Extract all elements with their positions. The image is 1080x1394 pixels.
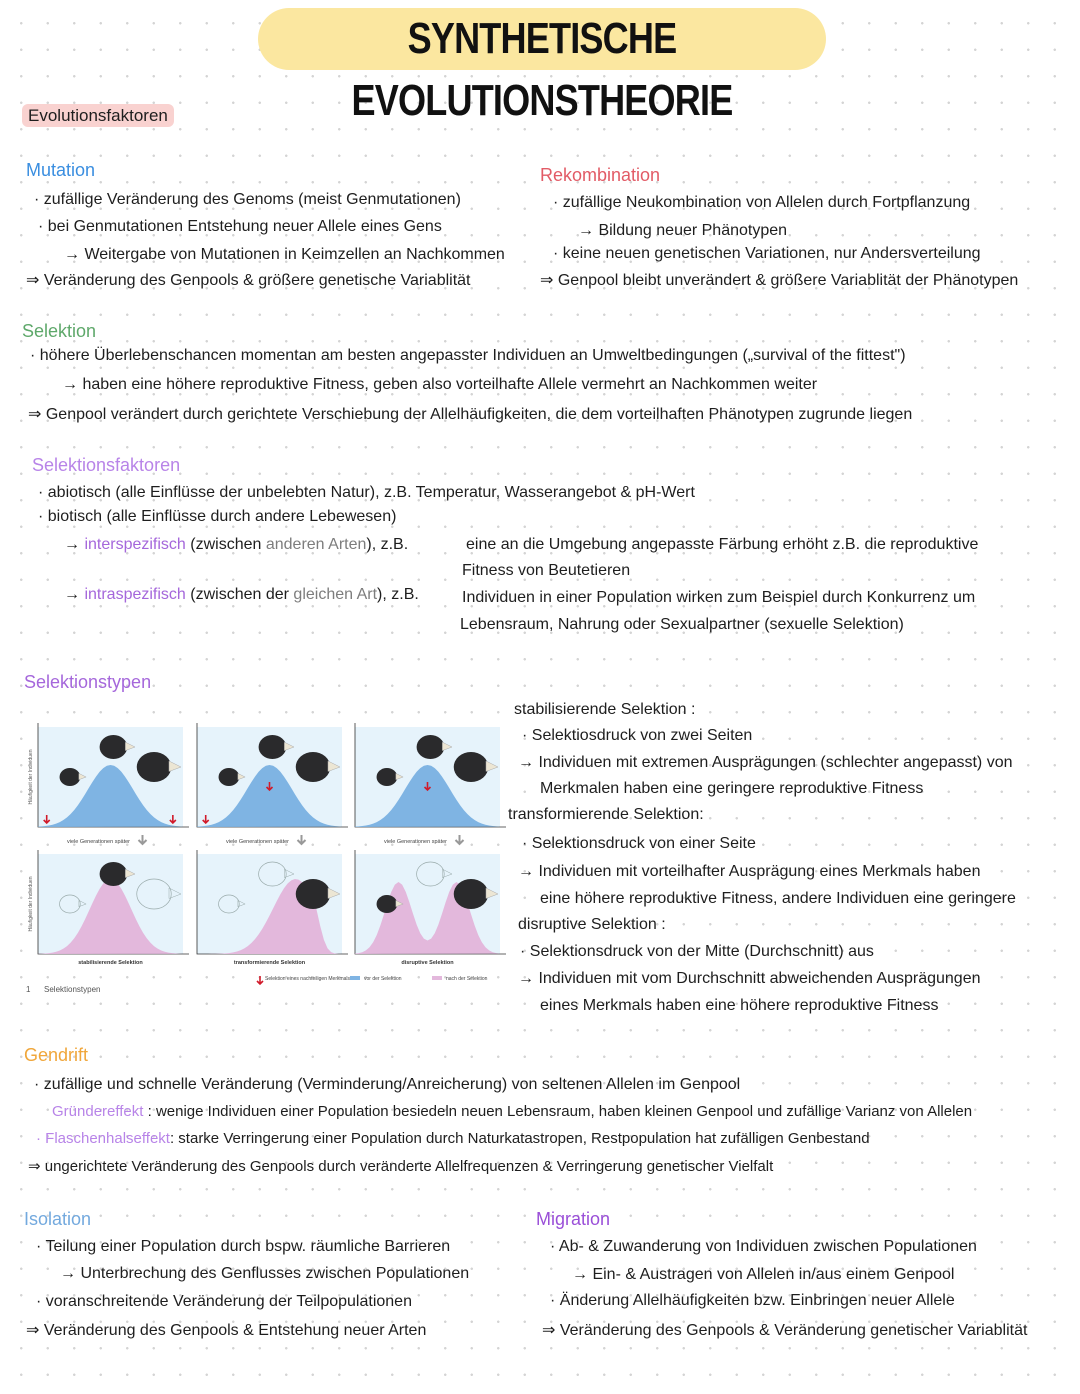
typ-line: · Selektiosdruck von zwei Seiten [522, 727, 753, 744]
isolation-line: ⇒ Veränderung des Genpools & Entstehung neuer Arten [26, 1322, 427, 1339]
finch-icon [100, 735, 128, 759]
later-label: viele Generationen später [226, 839, 289, 845]
text: ), z.B. [377, 586, 419, 603]
intraspezifisch-desc: Lebensraum, Nahrung oder Sexualpartner (sexuelle Selektion) [460, 616, 904, 633]
finch-icon [259, 735, 287, 759]
isolation-heading: Isolation [24, 1209, 92, 1229]
migration-heading: Migration [536, 1209, 611, 1229]
biotisch-line: · biotisch (alle Einflüsse durch andere Lebewesen) [38, 508, 397, 525]
typ-line: stabilisierende Selektion : [514, 701, 696, 718]
finch-icon [137, 752, 172, 782]
typ-line: eines Merkmals haben eine höhere reproduktive Fitness [540, 997, 939, 1014]
legend-before-swatch [350, 976, 360, 980]
rekombination-line: · keine neuen genetischen Variationen, nur Andersverteilung [553, 245, 981, 262]
section-heading-text: Evolutionsfaktoren [22, 104, 174, 127]
flaschenhalseffekt-line [36, 1130, 870, 1147]
legend-before-label: vor der Selektion [364, 976, 402, 982]
term: · Flaschenhalseffekt [36, 1130, 170, 1147]
rekombination-line: · zufällige Neukombination von Allelen durch Fortpflanzung [553, 194, 971, 211]
selektion-line: · höhere Überlebenschancen momentan am besten angepasster Individuen an Umweltbedingungen („survival of the fittest") [30, 347, 906, 364]
selektionstypen-figure [20, 712, 510, 1002]
arrow: → [64, 586, 80, 603]
typ-line: disruptive Selektion : [518, 916, 666, 933]
text: (zwischen der [185, 586, 294, 603]
migration-line: ⇒ Veränderung des Genpools & Veränderung genetischer Variablität [542, 1322, 1028, 1339]
term: intraspezifisch [84, 586, 186, 603]
finch-icon [219, 768, 240, 786]
down-arrow-icon [298, 835, 306, 844]
typ-line: → Individuen mit vorteilhafter Ausprägung eines Merkmals haben [518, 863, 981, 880]
interspezifisch-desc: eine an die Umgebung angepasste Färbung erhöht z.B. die reproduktive [466, 536, 979, 553]
finch-icon [417, 735, 445, 759]
legend-arrow-label: Selektion eines nachteiligen Merkmals [265, 976, 351, 982]
finch-icon [454, 879, 489, 909]
intraspezifisch-line [64, 586, 419, 604]
gendrift-line: · zufällige und schnelle Veränderung (Verminderung/Anreicherung) von seltenen Allelen im Genpool [34, 1076, 741, 1093]
abiotisch-line: · abiotisch (alle Einflüsse der unbelebten Natur), z.B. Temperatur, Wasserangebot & pH-Wert [38, 484, 695, 501]
migration-line: → Ein- & Austragen von Allelen in/aus einem Genpool [572, 1266, 955, 1283]
caption-number: 1 [26, 985, 31, 994]
isolation-line: · Teilung einer Population durch bspw. räumliche Barrieren [36, 1238, 451, 1255]
figure-caption: Selektionstypen [44, 985, 101, 994]
finch-icon [60, 768, 81, 786]
mutation-heading: Mutation [26, 160, 96, 180]
finch-icon [377, 768, 398, 786]
text: (zwischen [185, 536, 266, 553]
selektion-line: ⇒ Genpool verändert durch gerichtete Verschiebung der Allelhäufigkeiten, die dem vorteilhaften Phänotypen zugrunde liegen [28, 406, 913, 423]
typ-line: · Selektionsdruck von der Mitte (Durchschnitt) aus [520, 943, 874, 960]
typ-line: → Individuen mit extremen Ausprägungen (schlechter angepasst) von [518, 754, 1013, 771]
selection-type-label: transformierende Selektion [233, 960, 306, 966]
gendrift-result: ⇒ ungerichtete Veränderung des Genpools durch veränderte Allelfrequenzen & Verringerung genetischer Vielfalt [28, 1158, 774, 1175]
page-title: SYNTHETISCHE EVOLUTIONSTHEORIE [351, 14, 733, 125]
term: Gründereffekt [52, 1103, 144, 1120]
text: anderen Arten [265, 536, 367, 553]
text: : starke Verringerung einer Population durch Naturkatastropen, Restpopulation hat zufälligen Genbestand [169, 1130, 870, 1147]
term: interspezifisch [84, 536, 186, 553]
isolation-line: · voranschreitende Veränderung der Teilpopulationen [36, 1293, 412, 1310]
selection-type-label: disruptive Selektion [401, 960, 454, 966]
mutation-line: · bei Genmutationen Entstehung neuer Allele eines Gens [38, 218, 442, 235]
arrow: → [64, 536, 80, 553]
selektion-heading: Selektion [22, 321, 97, 341]
title-highlight [258, 8, 826, 125]
finch-icon [296, 879, 331, 909]
typ-line: · Selektionsdruck von einer Seite [522, 835, 756, 852]
rekombination-line: → Bildung neuer Phänotypen [578, 222, 788, 239]
selektionstypen-heading: Selektionstypen [24, 672, 152, 692]
mutation-line: · zufällige Veränderung des Genoms (meist Genmutationen) [34, 191, 461, 208]
typ-line: Merkmalen haben eine geringere reproduktive Fitness [540, 780, 924, 797]
interspezifisch-line [64, 536, 408, 554]
interspezifisch-desc: Fitness von Beutetieren [462, 562, 631, 579]
later-label: viele Generationen später [67, 839, 130, 845]
gruendereffekt-line [52, 1103, 972, 1120]
intraspezifisch-desc: Individuen in einer Population wirken zum Beispiel durch Konkurrenz um [462, 589, 976, 606]
selektionsfaktoren-heading: Selektionsfaktoren [32, 455, 181, 475]
rekombination-line: ⇒ Genpool bleibt unverändert & größere Variablität der Phänotypen [540, 272, 1019, 289]
y-axis-label: Häufigkeit der Individuen [28, 876, 34, 932]
selection-type-label: stabilisierende Selektion [78, 960, 143, 966]
typ-line: → Individuen mit vom Durchschnitt abweichenden Ausprägungen [518, 970, 981, 987]
rekombination-heading: Rekombination [540, 165, 661, 185]
legend-after-swatch [432, 976, 442, 980]
legend-after-label: nach der Selektion [446, 976, 488, 982]
finch-icon [377, 895, 398, 913]
mutation-line: ⇒ Veränderung des Genpools & größere genetische Variablität [26, 272, 471, 289]
isolation-line: → Unterbrechung des Genflusses zwischen Populationen [60, 1265, 470, 1282]
finch-icon [100, 862, 128, 886]
migration-line: · Ab- & Zuwanderung von Individuen zwischen Populationen [550, 1238, 977, 1255]
typ-line: eine höhere reproduktive Fitness, andere Individuen eine geringere [540, 890, 1016, 907]
migration-line: · Änderung Allelhäufigkeiten bzw. Einbringen neuer Allele [550, 1292, 955, 1309]
later-label: viele Generationen später [384, 839, 447, 845]
gendrift-heading: Gendrift [24, 1045, 89, 1065]
finch-icon [454, 752, 489, 782]
down-arrow-icon [456, 835, 464, 844]
text: gleichen Art [293, 586, 378, 603]
section-heading [22, 106, 174, 126]
typ-line: transformierende Selektion: [508, 806, 704, 823]
text: : wenige Individuen einer Population besiedeln neuen Lebensraum, haben kleinen Genpool und zufällige Varianz von Allelen [147, 1103, 973, 1120]
selektion-line: → haben eine höhere reproduktive Fitness, geben also vorteilhafte Allele vermehrt an Nachkommen weiter [62, 376, 818, 393]
down-arrow-icon [139, 835, 147, 844]
mutation-line: → Weitergabe von Mutationen in Keimzellen an Nachkommen [64, 246, 505, 263]
y-axis-label: Häufigkeit der Individuen [28, 749, 34, 805]
legend-arrow-icon [257, 976, 263, 984]
finch-icon [296, 752, 331, 782]
text: ), z.B. [366, 536, 409, 553]
